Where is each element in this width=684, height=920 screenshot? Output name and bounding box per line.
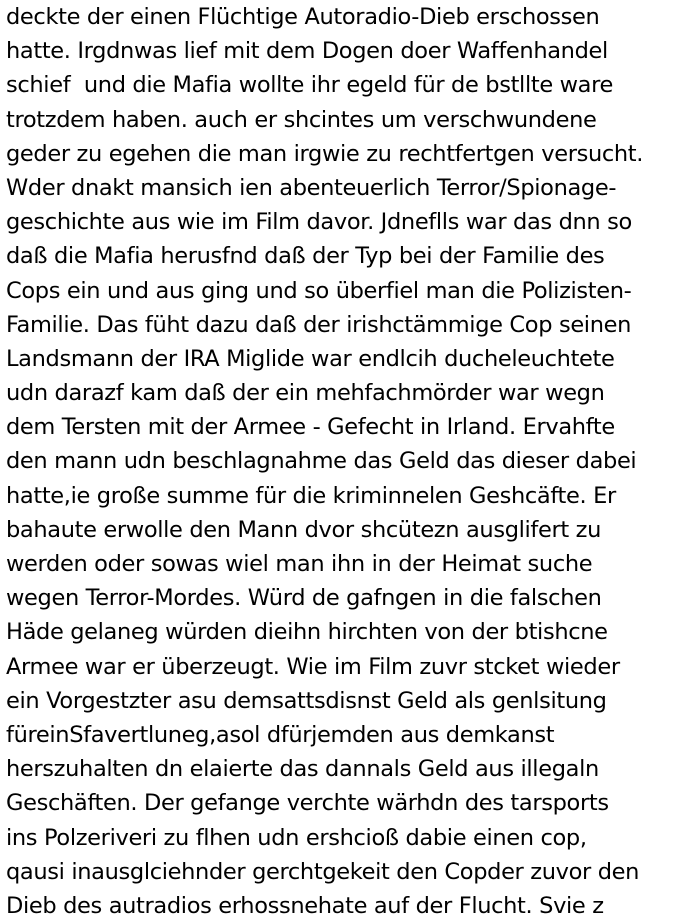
text-line-24: Geschäften. Der gefange verchte wärhdn des tarsports	[6, 790, 609, 817]
text-line-8: daß die Mafia herusfnd daß der Typ bei der Familie des	[6, 243, 605, 270]
text-line-6: Wder dnakt mansich ien abenteuerlich Terror/Spionage-	[6, 174, 617, 201]
text-line-19: Häde gelaneg würden dieihn hirchten von der btishcne	[6, 619, 608, 646]
text-line-25: ins Polzeriveri zu flhen udn ershcioß dabie einen cop,	[6, 824, 587, 851]
text-line-5: geder zu egehen die man irgwie zu rechtfertgen versucht.	[6, 140, 644, 167]
text-line-16: bahaute erwolle den Mann dvor shcütezn ausglifert zu	[6, 516, 602, 543]
text-line-18: wegen Terror-Mordes. Würd de gafngen in die falschen	[6, 585, 602, 612]
text-line-27: Dieb des autradios erhossnehate auf der Flucht. Svie z	[6, 892, 604, 919]
text-line-23: herszuhalten dn elaierte das dannals Geld aus illegaln	[6, 756, 599, 783]
text-line-17: werden oder sowas wiel man ihn in der Heimat suche	[6, 551, 593, 577]
text-line-21: ein Vorgestzter asu demsattsdisnst Geld als genlsitung	[6, 687, 607, 714]
text-line-1: deckte der einen Flüchtige Autoradio-Dieb erschossen	[6, 4, 600, 30]
text-line-4: trotzdem haben. auch er shcintes um verschwundene	[6, 106, 597, 133]
text-line-3: schief und die Mafia wollte ihr egeld für de bstllte ware	[6, 72, 614, 99]
text-line-26: qausi inausglciehnder gerchtgekeit den Copder zuvor den	[6, 858, 640, 885]
text-line-7: geschichte aus wie im Film davor. Jdneflls war das dnn so	[6, 209, 632, 236]
text-line-20: Armee war er überzeugt. Wie im Film zuvr stcket wieder	[6, 653, 620, 680]
text-line-12: udn darazf kam daß der ein mehfachmörder war wegn	[6, 380, 605, 407]
document-text	[6, 0, 682, 920]
text-line-2: hatte. Irgdnwas lief mit dem Dogen doer Waffenhandel	[6, 38, 608, 65]
text-line-9: Cops ein und aus ging und so überfiel man die Polizisten-	[6, 277, 632, 304]
text-line-15: hatte,ie große summe für die kriminnelen Geshcäfte. Er	[6, 482, 616, 509]
text-line-11: Landsmann der IRA Miglide war endlcih ducheleuchtete	[6, 345, 615, 372]
text-line-22: füreinSfavertluneg,asol dfürjemden aus demkanst	[6, 721, 555, 748]
text-line-13: dem Tersten mit der Armee - Gefecht in Irland. Ervahfte	[6, 414, 615, 441]
text-line-14: den mann udn beschlagnahme das Geld das dieser dabei	[6, 448, 637, 475]
text-line-10: Familie. Das füht dazu daß der irishctämmige Cop seinen	[6, 311, 632, 338]
